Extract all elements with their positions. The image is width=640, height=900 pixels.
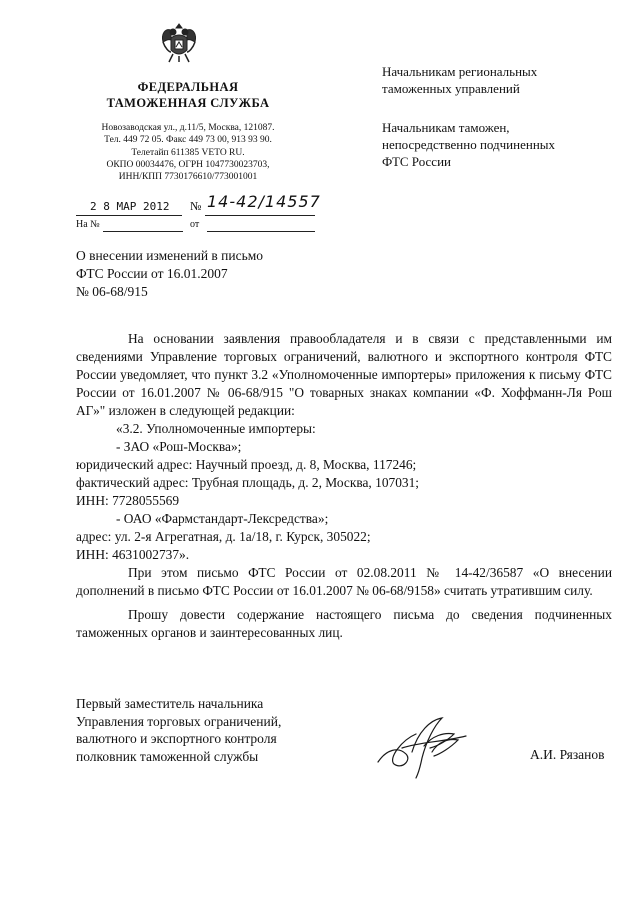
body-paragraph-1: На основании заявления правообладателя и в связи с представленными им сведениями Управление торговых ограничений, валютного и экспортного контроля ФТС России уведомляет, что пункт 3.2 «Уполномоченные импортеры» приложения к письму ФТС России от 16.01.2007 № 06-68/915 "О товарных знаках компании «Ф. Хоффманн-Ля Рош АГ»" изложен в следующей редакции: [76, 331, 612, 418]
ref-label: На № [76, 219, 100, 230]
body-paragraph-2: При этом письмо ФТС России от 02.08.2011 № 14-42/36587 «О внесении дополнений в письмо ФТС России от 16.01.2007 № 06-68/9158» считать утратившим силу. [76, 565, 612, 598]
recipient-line: ФТС России [382, 154, 451, 169]
signatory-title-line: валютного и экспортного контроля [76, 731, 277, 746]
letter-date: 2 8 МАР 2012 [90, 200, 170, 213]
signatory-title-line: полковник таможенной службы [76, 748, 259, 764]
recipient-block-1 [382, 63, 622, 97]
address-line: Телетайп 611385 VETO RU. [131, 147, 245, 158]
subject-line: № 06-68/915 [76, 284, 148, 299]
importer-1-actual-address: фактический адрес: Трубная площадь, д. 2, Москва, 107031; [76, 475, 420, 490]
body-paragraph-3: Прошу довести содержание настоящего письма до сведения подчиненных таможенных органов и заинтересованных лиц. [76, 607, 612, 640]
org-address [60, 122, 316, 183]
signatory-title-line: Управления торговых ограничений, [76, 713, 282, 729]
signatory-title-line: Первый заместитель начальника [76, 696, 264, 711]
importer-2-inn: ИНН: 4631002737». [76, 547, 190, 562]
address-line: Тел. 449 72 05. Факс 449 73 00, 913 93 90. [104, 135, 272, 146]
org-name-line1: ФЕДЕРАЛЬНАЯ [137, 80, 239, 94]
address-line: Новозаводская ул., д.11/5, Москва, 121087. [101, 123, 275, 133]
subject-line: О внесении изменений в письмо [76, 248, 264, 263]
address-line: ИНН/КПП 7730176610/773001001 [118, 172, 258, 183]
recipient-line: непосредственно подчиненных [382, 137, 556, 152]
signatory-name: А.И. Рязанов [530, 747, 605, 762]
quote-heading: «3.2. Уполномоченные импортеры: [116, 421, 316, 436]
handwritten-signature [372, 712, 472, 782]
number-prefix: № [190, 199, 202, 213]
importer-2-name: - ОАО «Фармстандарт-Лексредства»; [116, 511, 329, 526]
recipient-block-2 [382, 119, 622, 170]
from-label: от [190, 219, 200, 230]
letter-number: 14-42/14557 [207, 192, 321, 211]
importer-1-name: - ЗАО «Рош-Москва»; [116, 439, 242, 454]
recipient-line: Начальникам таможен, [382, 120, 510, 135]
signatory-title [76, 695, 281, 765]
recipient-line: таможенных управлений [382, 81, 520, 96]
date-underline [76, 215, 182, 216]
subject-line: ФТС России от 16.01.2007 [76, 266, 228, 281]
address-line: ОКПО 00034476, ОГРН 1047730023703, [106, 159, 270, 170]
recipient-line: Начальникам региональных [382, 64, 538, 79]
org-name-line2: ТАМОЖЕННАЯ СЛУЖБА [106, 96, 270, 110]
coat-of-arms-icon [159, 20, 199, 66]
importer-1-inn: ИНН: 7728055569 [76, 493, 180, 508]
from-underline [207, 231, 315, 232]
importer-2-address: адрес: ул. 2-я Агрегатная, д. 1а/18, г. Курск, 305022; [76, 529, 371, 544]
number-underline [205, 215, 315, 216]
letter-body [76, 330, 612, 642]
ref-underline [103, 231, 183, 232]
importer-1-legal-address: юридический адрес: Научный проезд, д. 8, Москва, 117246; [76, 457, 417, 472]
letter-subject [76, 247, 336, 301]
